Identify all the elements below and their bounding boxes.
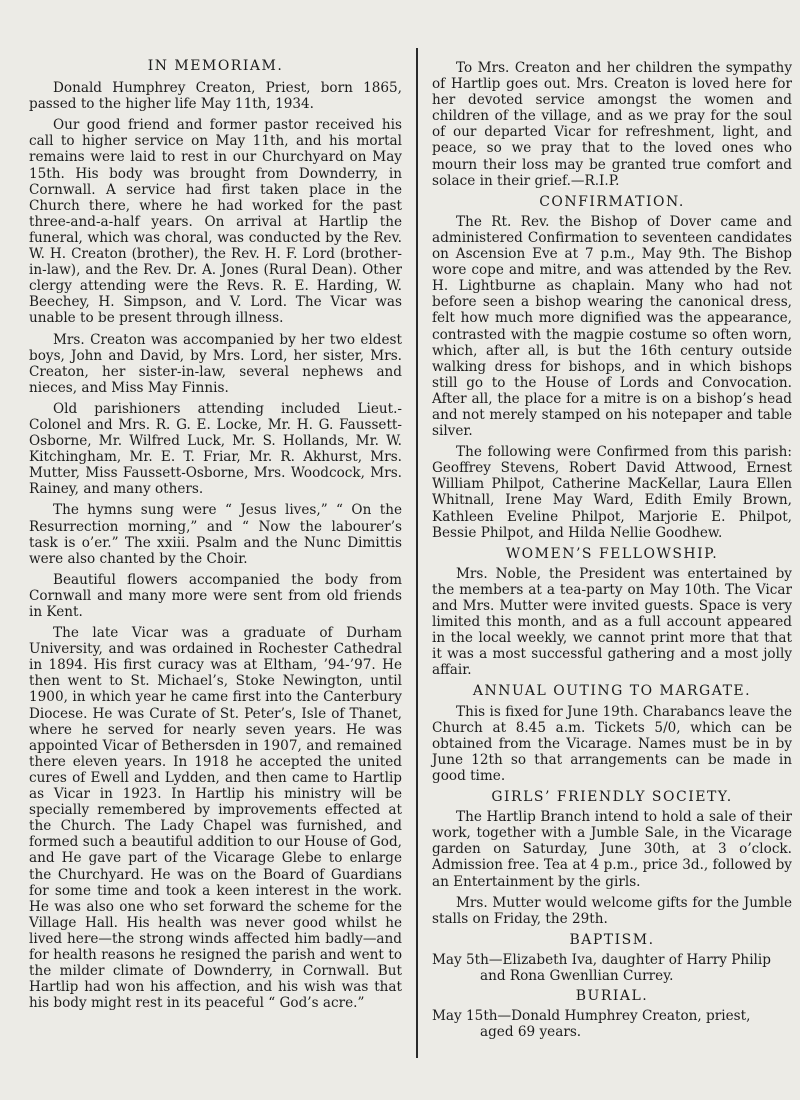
baptism-heading: BAPTISM. xyxy=(569,931,655,948)
memoriam-continued: To Mrs. Creaton and her children the sympathy of Hartlip goes out. Mrs. Creaton is loved here for her devoted service amongst the women and children of the village, and as we pray for the soul of our departed Vicar for refreshment, light, and peace, so we pray that to the loved ones who mourn their loss may be granted true comfort and solace in their grief.—R.I.P. xyxy=(432,60,792,189)
memoriam-paragraph-6: Beautiful flowers accompanied the body from Cornwall and many more were sent from old friends in Kent. xyxy=(29,571,402,620)
in-memoriam-heading: IN MEMORIAM. xyxy=(147,58,284,74)
girls-friendly-heading: GIRLS’ FRIENDLY SOCIETY. xyxy=(491,789,733,806)
confirmation-paragraph-2: The following were Confirmed from this parish: Geoffrey Stevens, Robert David Attwood, Ernest William Philpot, Catherine MacKellar, Laura Ellen Whitnall, Irene May Ward, Edith Emily Brown, Kathleen Eveline Philpot, Marjorie E. Philpot, Bessie Philpot, and Hilda Nellie Goodhew. xyxy=(432,444,792,541)
column-divider xyxy=(416,48,418,1058)
memoriam-paragraph-2: Our good friend and former pastor received his call to higher service on May 11th, and his mortal remains were laid to rest in our Churchyard on May 15th. His body was brought from Downderry, in Cornwall. A service had first taken place in the Church there, where he had worked for the past three-and-a-half years. On arrival at Hartlip the funeral, which was choral, was conducted by the Rev. W. H. Creaton (brother), the Rev. H. F. Lord (brother-in-law), and the Rev. Dr. A. Jones (Rural Dean). Other clergy attending were the Revs. R. E. Harding, W. Beechey, H. Simpson, and V. Lord. The Vicar was unable to be present through illness. xyxy=(29,117,402,327)
memoriam-paragraph-3: Mrs. Creaton was accompanied by her two eldest boys, John and David, by Mrs. Lord, her sister, Mrs. Creaton, her sister-in-law, several nephews and nieces, and Miss May Finnis. xyxy=(29,331,402,396)
outing-heading: ANNUAL OUTING TO MARGATE. xyxy=(472,683,752,700)
memoriam-paragraph-1: Donald Humphrey Creaton, Priest, born 1865, passed to the higher life May 11th, 1934. xyxy=(29,80,402,113)
burial-line-2: aged 69 years. xyxy=(480,1024,582,1041)
baptism-line-1: May 5th—Elizabeth Iva, daughter of Harry Philip xyxy=(432,951,771,968)
girls-friendly-paragraph-2: Mrs. Mutter would welcome gifts for the Jumble stalls on Friday, the 29th. xyxy=(432,894,792,927)
baptism-entry xyxy=(432,952,792,984)
left-column xyxy=(29,58,402,1016)
womens-fellowship-paragraph: Mrs. Noble, the President was entertained by the members at a tea-party on May 10th. The Vicar and Mrs. Mutter were invited guests. Space is very limited this month, and as a full account appeared in the local weekly, we cannot print more that that it was a most successful gathering and a most jolly affair. xyxy=(432,565,792,679)
womens-fellowship-heading: WOMEN’S FELLOWSHIP. xyxy=(505,545,719,562)
girls-friendly-paragraph-1: The Hartlip Branch intend to hold a sale of their work, together with a Jumble Sale, in the Vicarage garden on Saturday, June 30th, at 3 o’clock. Admission free. Tea at 4 p.m., price 3d., followed by an Entertainment by the girls. xyxy=(432,809,792,890)
memoriam-paragraph-7: The late Vicar was a graduate of Durham University, and was ordained in Rochester Cathedral in 1894. His first curacy was at Eltham, ’94-’97. He then went to St. Michael’s, Stoke Newington, until 1900, in which year he came first into the Canterbury Diocese. He was Curate of St. Peter’s, Isle of Thanet, where he served for nearly seven years. He was appointed Vicar of Bethersden in 1907, and remained there eleven years. In 1918 he accepted the united cures of Ewell and Lydden, and then came to Hartlip as Vicar in 1923. In Hartlip his ministry will be specially remembered by improvements effected at the Church. The Lady Chapel was furnished, and formed such a beautiful addition to our House of God, and He gave part of the Vicarage Glebe to enlarge the Churchyard. He was on the Board of Guardians for some time and took a keen interest in the work. He was also one who set forward the scheme for the Village Hall. His health was never good whilst he lived here—the strong winds affected him badly—and for health reasons he resigned the parish and went to the milder climate of Downderry, in Cornwall. But Hartlip had won his affection, and his wish was that his body might rest in its peaceful “ God’s acre.” xyxy=(29,625,402,1012)
baptism-line-2: and Rona Gwenllian Currey. xyxy=(480,967,674,984)
right-column xyxy=(432,60,792,1044)
outing-paragraph: This is fixed for June 19th. Charabancs leave the Church at 8.45 a.m. Tickets 5/0, which can be obtained from the Vicarage. Names must be in by June 12th so that arrangements can be made in good time. xyxy=(432,703,792,784)
memoriam-paragraph-4: Old parishioners attending included Lieut.-Colonel and Mrs. R. G. E. Locke, Mr. H. G. Faussett-Osborne, Mr. Wilfred Luck, Mr. S. Hollands, Mr. W. Kitchingham, Mr. E. T. Friar, Mr. R. Akhurst, Mrs. Mutter, Miss Faussett-Osborne, Mrs. Woodcock, Mrs. Rainey, and many others. xyxy=(29,400,402,498)
confirmation-heading: CONFIRMATION. xyxy=(539,193,685,210)
burial-heading: BURIAL. xyxy=(575,988,649,1005)
memoriam-paragraph-5: The hymns sung were “ Jesus lives,” “ On the Resurrection morning,” and “ Now the labourer’s task is o’er.” The xxiii. Psalm and the Nunc Dimittis were also chanted by the Choir. xyxy=(29,502,402,567)
confirmation-paragraph-1: The Rt. Rev. the Bishop of Dover came and administered Confirmation to seventeen candidates on Ascension Eve at 7 p.m., May 9th. The Bishop wore cope and mitre, and was attended by the Rev. H. Lightburne as chaplain. Many who had not before seen a bishop wearing the canonical dress, felt how much more dignified was the appearance, contrasted with the magpie costume so often worn, which, after all, is but the 16th century outside walking dress for bishops, and in which bishops still go to the House of Lords and Convocation. After all, the place for a mitre is on a bishop’s head and not merely stamped on his notepaper and table silver. xyxy=(432,213,792,440)
burial-line-1: May 15th—Donald Humphrey Creaton, priest, xyxy=(432,1008,751,1025)
burial-entry xyxy=(432,1008,792,1040)
